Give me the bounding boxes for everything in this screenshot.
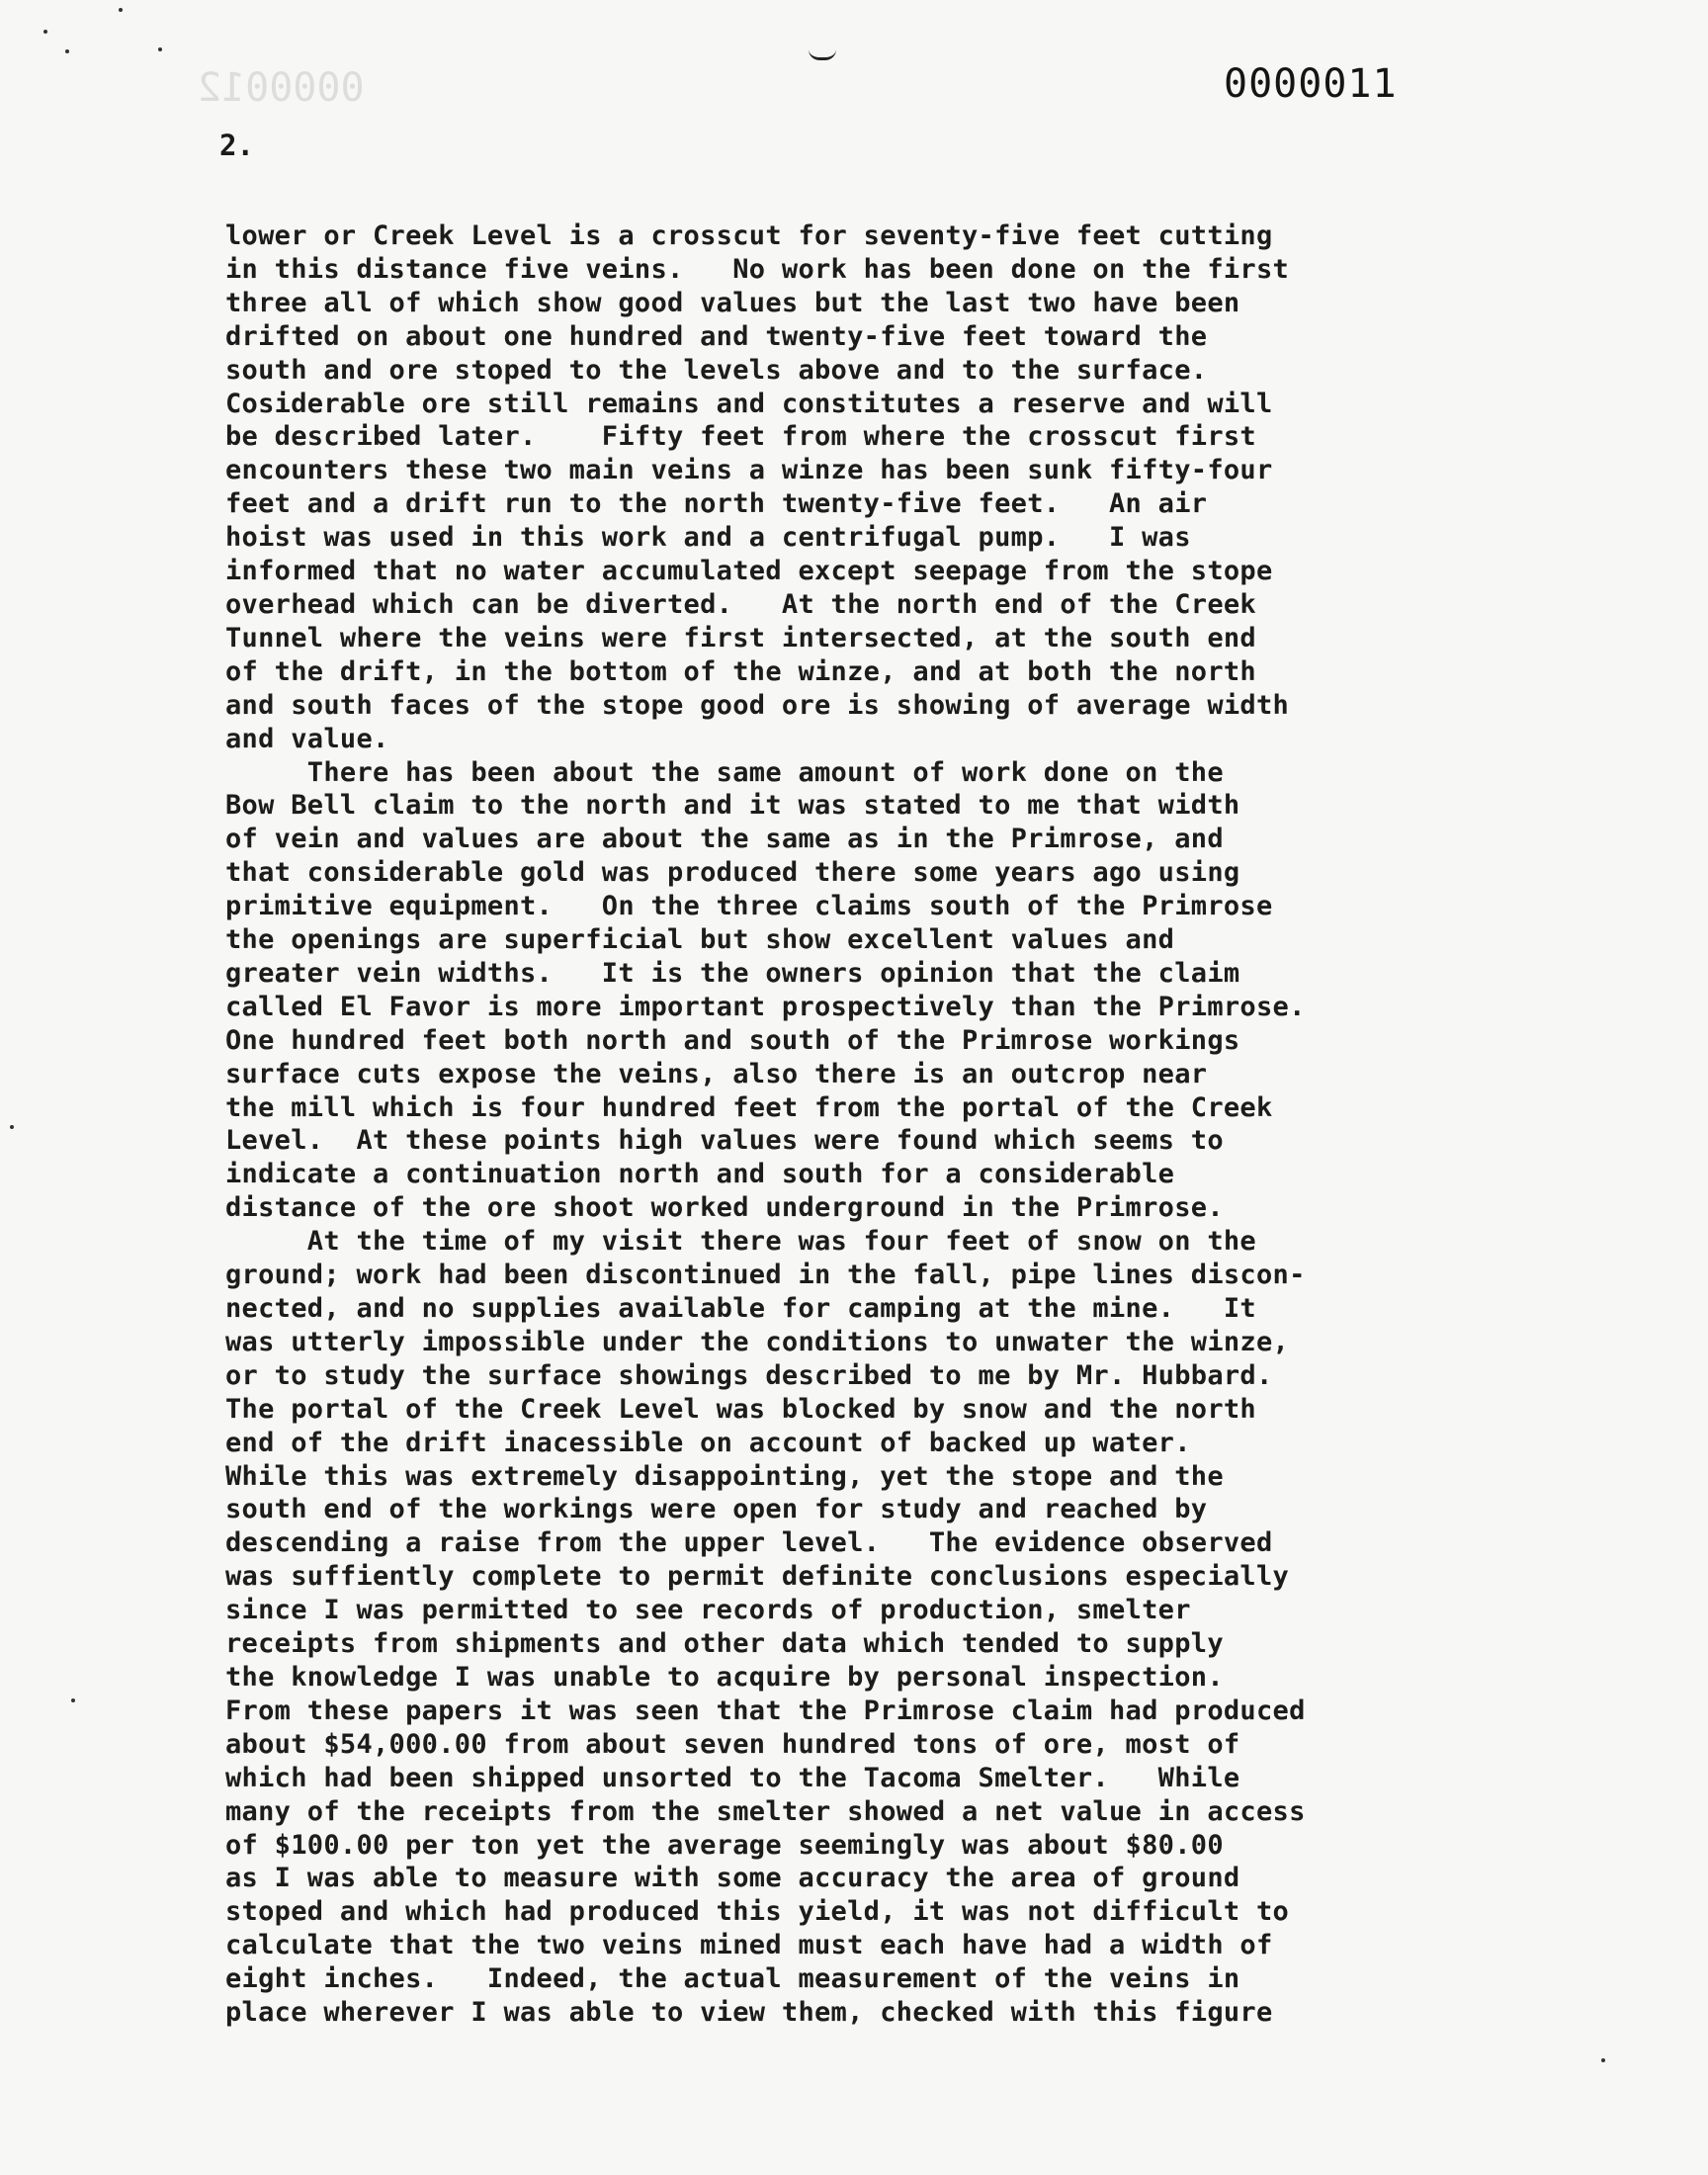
text-line: receipts from shipments and other data which tended to supply (225, 1628, 1224, 1660)
text-line: Bow Bell claim to the north and it was stated to me that width (225, 790, 1240, 822)
scan-speck (65, 49, 69, 53)
scan-speck (1601, 2058, 1605, 2062)
text-line: greater vein widths. It is the owners opinion that the claim (225, 957, 1240, 989)
text-line: Cosiderable ore still remains and constitutes a reserve and will (225, 388, 1273, 419)
text-line: of the drift, in the bottom of the winze, and at both the north (225, 655, 1256, 687)
text-line: The portal of the Creek Level was blocked by snow and the north (225, 1393, 1256, 1425)
text-line: of vein and values are about the same as in the Primrose, and (225, 824, 1224, 855)
text-line: which had been shipped unsorted to the Tacoma Smelter. While (225, 1762, 1240, 1793)
text-line: the mill which is four hundred feet from the portal of the Creek (225, 1091, 1273, 1123)
text-line: three all of which show good values but the last two have been (225, 287, 1240, 318)
text-line: and value. (225, 723, 389, 754)
text-line: was suffiently complete to permit definite conclusions especially (225, 1561, 1290, 1593)
text-line: since I was permitted to see records of production, smelter (225, 1595, 1191, 1626)
text-line: While this was extremely disappointing, yet the stope and the (225, 1460, 1224, 1492)
bleed-through-number: 0000012 (198, 65, 365, 111)
text-line: nected, and no supplies available for camping at the mine. It (225, 1293, 1256, 1324)
scan-speck (158, 47, 162, 51)
text-line: and south faces of the stope good ore is showing of average width (225, 689, 1290, 721)
text-line: Tunnel where the veins were first intersected, at the south end (225, 622, 1256, 653)
text-line: primitive equipment. On the three claims south of the Primrose (225, 891, 1273, 922)
text-line: encounters these two main veins a winze has been sunk fifty-four (225, 455, 1273, 486)
scan-speck (119, 8, 123, 12)
text-line: At the time of my visit there was four feet of snow on the (225, 1226, 1256, 1258)
text-line: was utterly impossible under the conditions to unwater the winze, (225, 1326, 1290, 1357)
text-line: surface cuts expose the veins, also there is an outcrop near (225, 1058, 1208, 1089)
text-line: hoist was used in this work and a centrifugal pump. I was (225, 522, 1191, 554)
document-control-number: 0000011 (1224, 61, 1398, 107)
page-number: 2. (219, 129, 254, 162)
text-line: There has been about the same amount of work done on the (225, 756, 1224, 788)
punch-mark (809, 49, 836, 60)
text-line: of $100.00 per ton yet the average seemingly was about $80.00 (225, 1829, 1224, 1861)
text-line: eight inches. Indeed, the actual measurement of the veins in (225, 1963, 1240, 1995)
text-line: in this distance five veins. No work has been done on the first (225, 253, 1290, 285)
text-line: south end of the workings were open for study and reached by (225, 1494, 1208, 1525)
text-line: ground; work had been discontinued in the fall, pipe lines discon- (225, 1260, 1306, 1291)
text-line: place wherever I was able to view them, checked with this figure (225, 1997, 1273, 2029)
scan-speck (43, 30, 47, 34)
text-line: end of the drift inacessible on account of backed up water. (225, 1427, 1191, 1458)
text-line: stoped and which had produced this yield, it was not difficult to (225, 1896, 1290, 1928)
text-line: Level. At these points high values were found which seems to (225, 1125, 1224, 1157)
text-line: overhead which can be diverted. At the north end of the Creek (225, 588, 1256, 620)
text-line: called El Favor is more important prospectively than the Primrose. (225, 991, 1306, 1022)
text-line: From these papers it was seen that the Primrose claim had produced (225, 1695, 1306, 1726)
text-line: indicate a continuation north and south for a considerable (225, 1159, 1175, 1190)
text-line: be described later. Fifty feet from where the crosscut first (225, 421, 1256, 453)
text-line: lower or Creek Level is a crosscut for seventy-five feet cutting (225, 220, 1273, 251)
text-line: drifted on about one hundred and twenty-five feet toward the (225, 320, 1208, 352)
text-line: distance of the ore shoot worked underground in the Primrose. (225, 1192, 1224, 1224)
text-line: many of the receipts from the smelter showed a net value in access (225, 1795, 1306, 1827)
text-line: or to study the surface showings described to me by Mr. Hubbard. (225, 1359, 1273, 1391)
text-line: One hundred feet both north and south of the Primrose workings (225, 1024, 1240, 1056)
body-text (225, 219, 1570, 2030)
text-line: as I was able to measure with some accuracy the area of ground (225, 1863, 1240, 1894)
text-line: south and ore stoped to the levels above and to the surface. (225, 354, 1208, 386)
text-line: calculate that the two veins mined must each have had a width of (225, 1930, 1273, 1961)
text-line: the openings are superficial but show excellent values and (225, 924, 1175, 956)
text-line: informed that no water accumulated except seepage from the stope (225, 556, 1273, 587)
scan-speck (71, 1698, 75, 1702)
scan-speck (10, 1125, 14, 1129)
text-line: feet and a drift run to the north twenty-five feet. An air (225, 488, 1208, 520)
text-line: about $54,000.00 from about seven hundred tons of ore, most of (225, 1728, 1240, 1760)
text-line: that considerable gold was produced there some years ago using (225, 857, 1240, 889)
text-line: the knowledge I was unable to acquire by personal inspection. (225, 1661, 1224, 1693)
text-line: descending a raise from the upper level. The evidence observed (225, 1527, 1273, 1559)
